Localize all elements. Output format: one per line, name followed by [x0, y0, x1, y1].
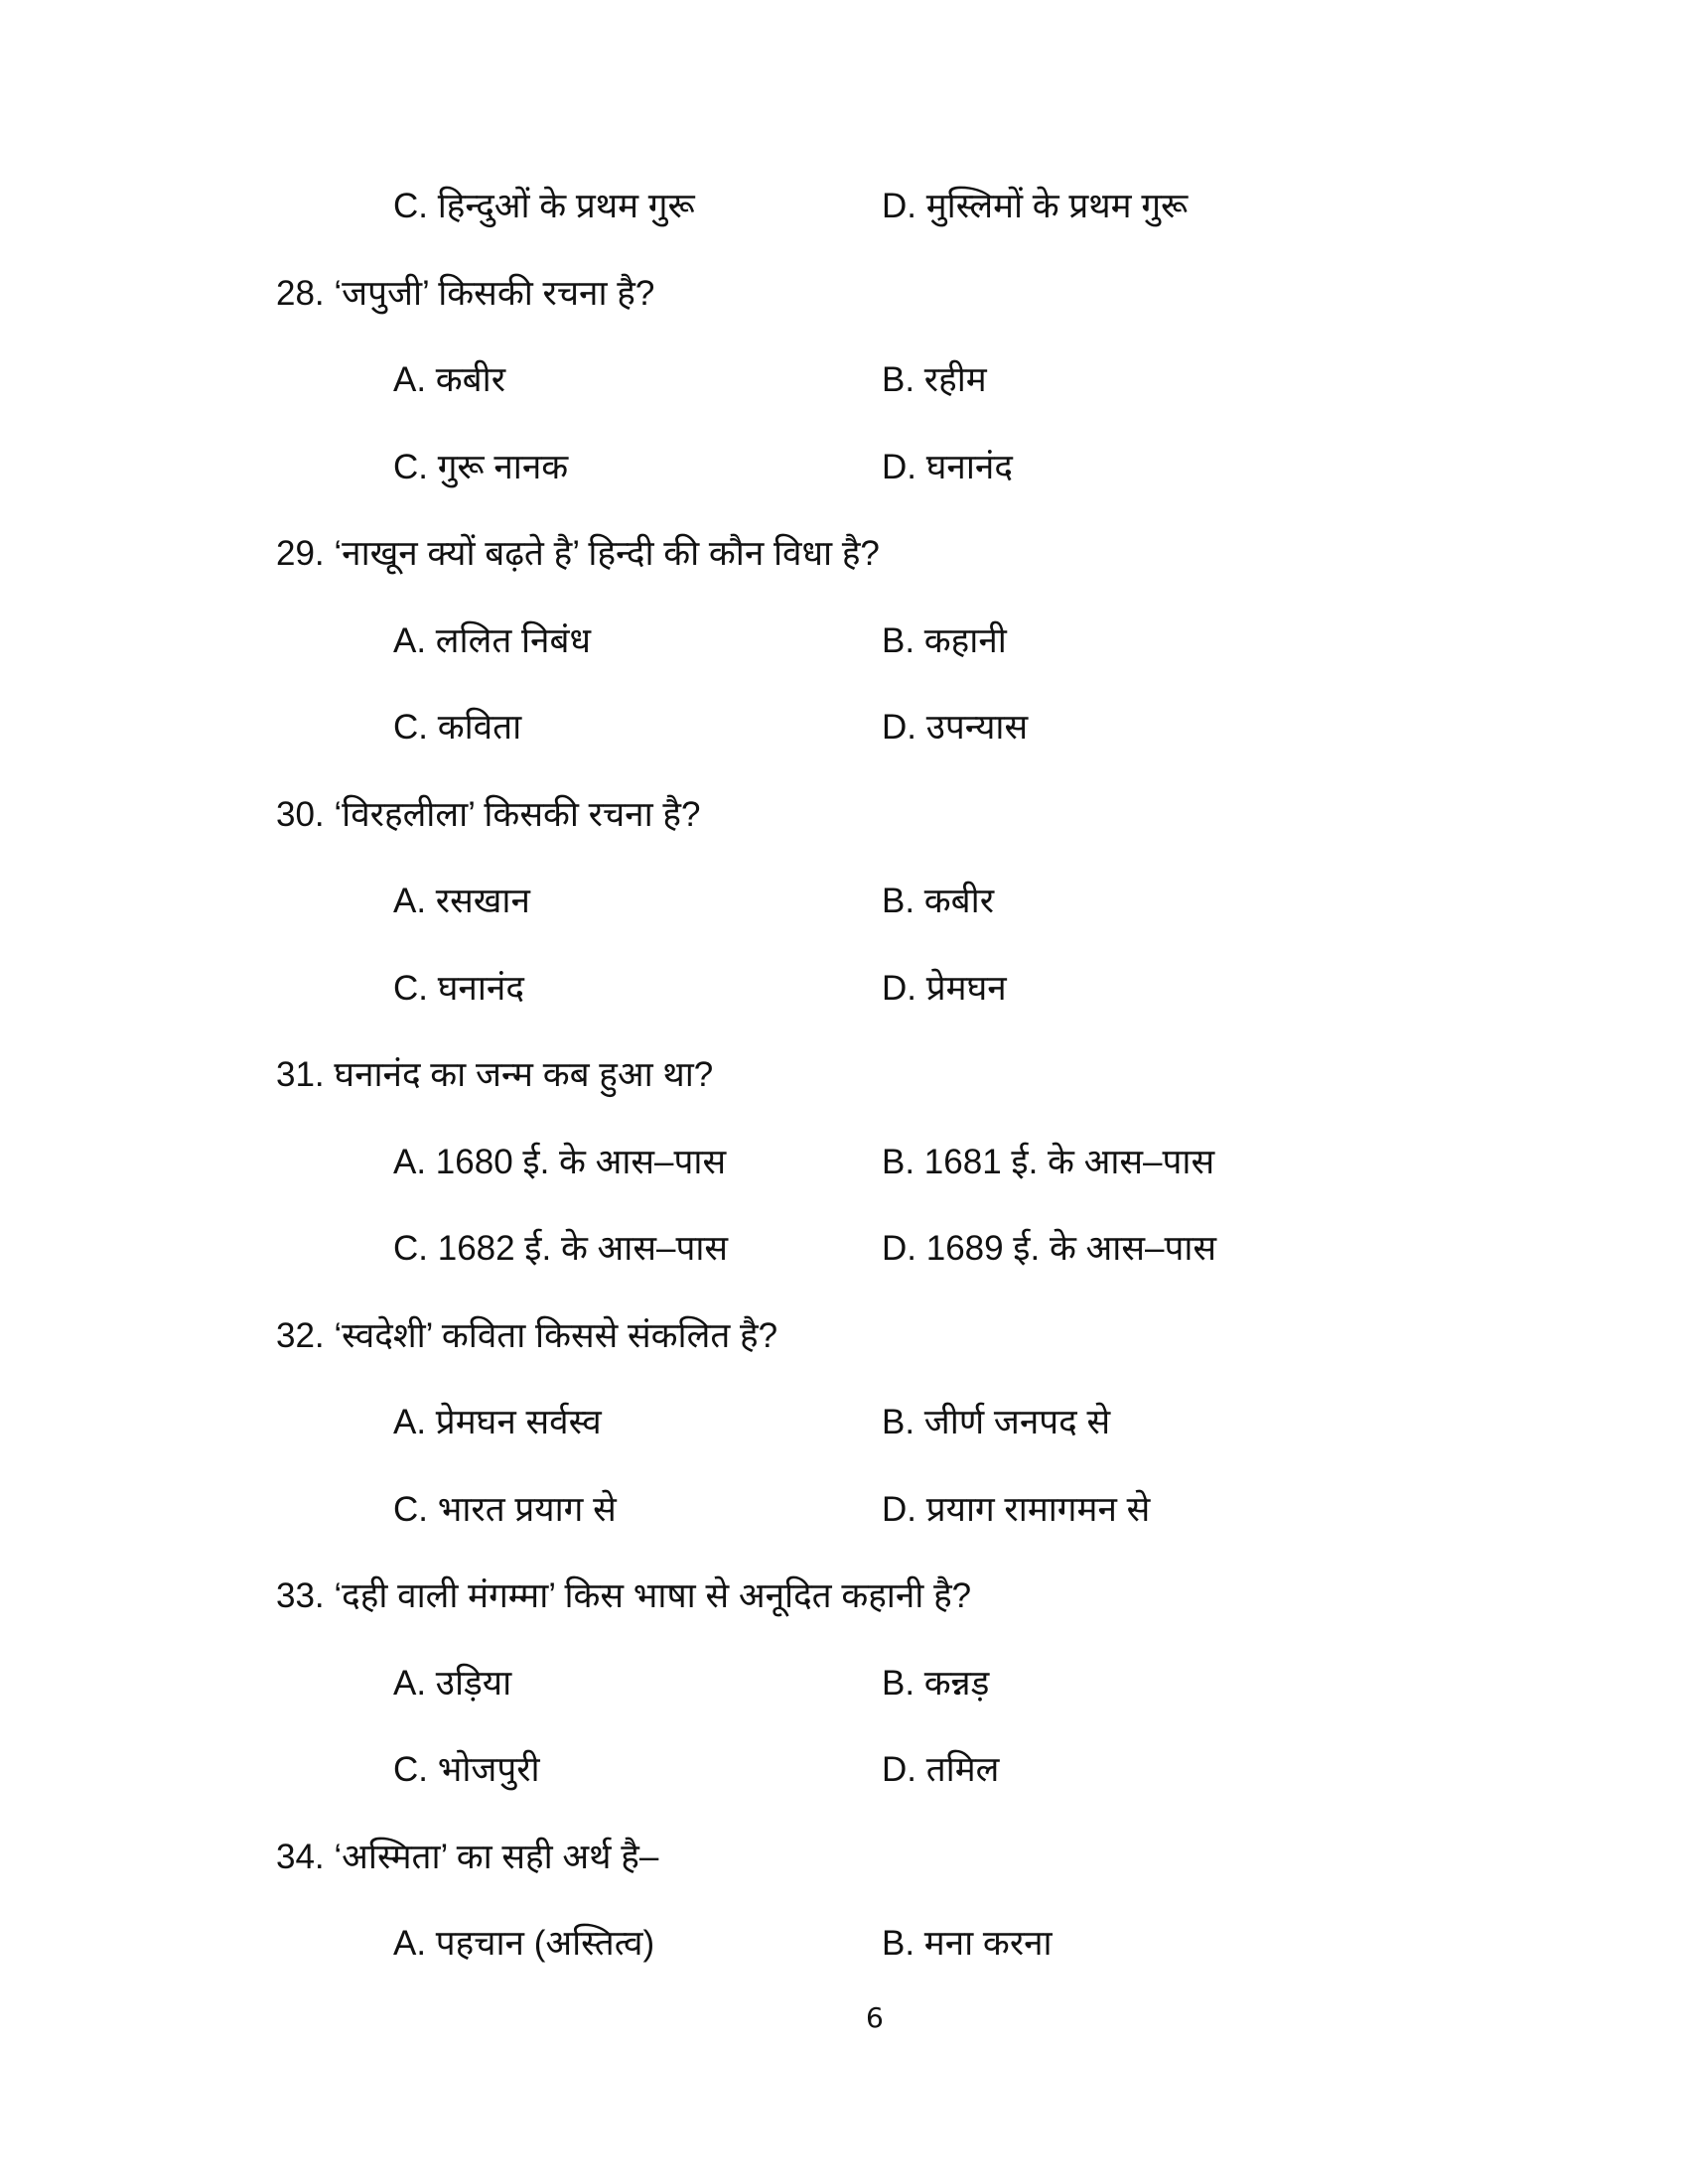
option-c: C. भारत प्रयाग से: [393, 1489, 617, 1529]
question-row: [0, 524, 1688, 584]
carryover-options-row: [0, 177, 1688, 236]
option-c: C. गुरू नानक: [393, 447, 569, 486]
option-a: A. 1680 ई. के आस–पास: [393, 1142, 727, 1181]
question-row: [0, 1306, 1688, 1366]
option-a: A. उड़िया: [393, 1663, 512, 1703]
question-text: 30. ‘विरहलीला’ किसकी रचना है?: [276, 794, 701, 834]
option-b: B. कबीर: [882, 882, 995, 920]
question-text: 34. ‘अस्मिता’ का सही अर्थ है–: [276, 1837, 659, 1876]
question-text: 32. ‘स्वदेशी’ कविता किससे संकलित है?: [276, 1315, 778, 1355]
option-d: D. उपन्यास: [882, 708, 1029, 747]
question-row: [0, 1567, 1688, 1626]
options-row: [0, 612, 1688, 671]
options-row: [0, 959, 1688, 1019]
question-text: 31. घनानंद का जन्म कब हुआ था?: [276, 1055, 714, 1094]
option-c: C. भोजपुरी: [393, 1750, 540, 1789]
options-row: [0, 1654, 1688, 1713]
option-d: D. तमिल: [882, 1750, 1000, 1789]
question-text: 29. ‘नाखून क्यों बढ़ते है’ हिन्दी की कौन विधा है?: [276, 534, 880, 573]
option-d: D. मुस्लिमों के प्रथम गुरू: [882, 187, 1189, 225]
question-row: [0, 264, 1688, 324]
option-a: A. ललित निबंध: [393, 620, 591, 660]
options-row: [0, 1740, 1688, 1800]
options-row: [0, 350, 1688, 410]
question-row: [0, 1045, 1688, 1105]
question-text: 28. ‘जपुजी’ किसकी रचना है?: [276, 273, 655, 313]
option-b: B. जीर्ण जनपद से: [882, 1403, 1111, 1441]
option-c: C. कविता: [393, 708, 522, 747]
option-d: D. घनानंद: [882, 447, 1013, 486]
question-row: [0, 1828, 1688, 1887]
option-b: B. मना करना: [882, 1924, 1053, 1963]
option-a: A. पहचान (अस्तित्व): [393, 1924, 655, 1963]
options-row: [0, 1133, 1688, 1192]
option-a: A. कबीर: [393, 360, 506, 399]
question-text: 33. ‘दही वाली मंगम्मा’ किस भाषा से अनूदित कहानी है?: [276, 1576, 972, 1615]
options-row: [0, 1219, 1688, 1279]
options-row: [0, 1480, 1688, 1540]
option-c: C. घनानंद: [393, 968, 524, 1008]
option-d: D. 1689 ई. के आस–पास: [882, 1229, 1217, 1268]
option-c: C. हिन्दुओं के प्रथम गुरू: [393, 187, 695, 225]
option-d: D. प्रेमघन: [882, 968, 1007, 1008]
question-row: [0, 785, 1688, 845]
option-b: B. 1681 ई. के आस–पास: [882, 1142, 1215, 1181]
options-row: [0, 438, 1688, 497]
options-row: [0, 1914, 1688, 1974]
option-c: C. 1682 ई. के आस–पास: [393, 1229, 729, 1268]
option-d: D. प्रयाग रामागमन से: [882, 1489, 1151, 1529]
option-a: A. प्रेमघन सर्वस्व: [393, 1403, 602, 1441]
option-b: B. रहीम: [882, 360, 987, 399]
options-row: [0, 698, 1688, 757]
option-b: B. कहानी: [882, 620, 1007, 660]
page-number: 6: [866, 2001, 884, 2034]
option-b: B. कन्नड़: [882, 1663, 990, 1703]
options-row: [0, 1393, 1688, 1452]
option-a: A. रसखान: [393, 882, 530, 920]
options-row: [0, 872, 1688, 931]
